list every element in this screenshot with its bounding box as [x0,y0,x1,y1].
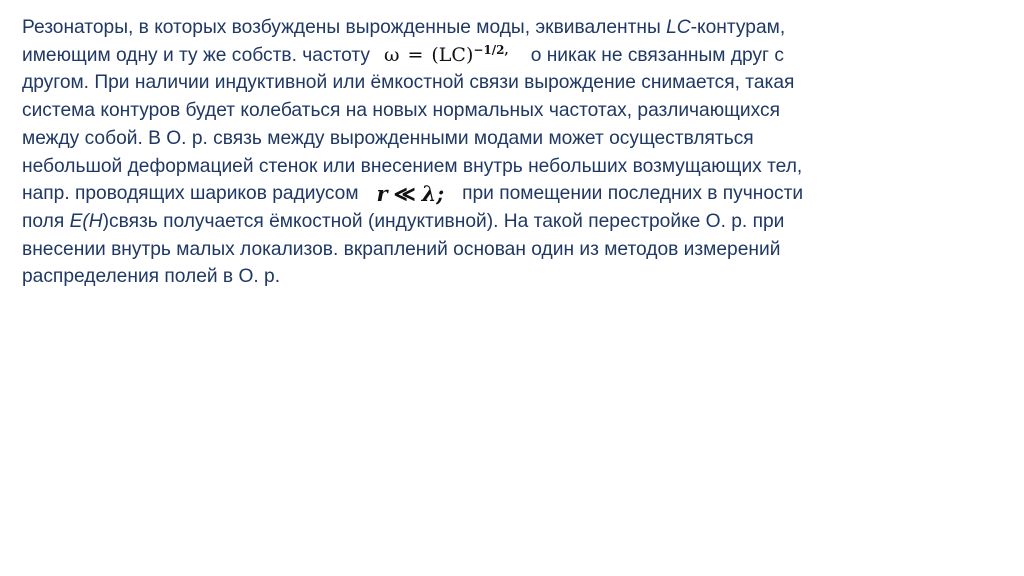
text-line: небольшой деформацией стенок или внесением внутрь небольших возмущающих тел, [22,155,803,177]
much-less-sign: ≪ [393,181,416,207]
text-segment: о никак не связанным друг с [530,44,784,66]
equals-sign: = [407,43,424,66]
radius-formula [377,180,445,207]
r-symbol: r [376,181,388,207]
text-line [22,14,1007,42]
eh-term: E(H [69,210,103,232]
text-line [22,42,1007,70]
text-segment: имеющим одну и ту же собств. частоту [22,44,370,66]
text-line: между собой. В О. р. связь между вырожденными модами может осуществляться [22,127,754,149]
text-line: система контуров будет колебаться на новых нормальных частотах, различающихся [22,100,780,122]
text-segment: при помещении последних в пучности [462,183,804,205]
text-segment: )связь получается ёмкостной (индуктивной). На такой перестройке О. р. при [102,210,785,232]
text-line: внесении внутрь малых локализов. вкраплений основан один из методов измерений [22,238,781,260]
lc-expression: (LC) [431,43,474,66]
text-line [22,208,1007,236]
frequency-formula [384,42,509,69]
text-segment: -контурам, [690,17,786,38]
text-line [22,180,1007,208]
lc-term: LC [666,17,691,38]
exponent: −1/2, [473,42,509,57]
lambda-symbol: λ; [421,181,445,207]
body-text [22,14,1007,291]
text-segment: Резонаторы, в которых возбуждены вырожденные моды, эквивалентны [22,17,667,38]
text-segment: напр. проводящих шариков радиусом [22,183,359,205]
text-line: распределения полей в О. р. [22,266,281,288]
text-segment: поля [22,210,70,232]
text-line: другом. При наличии индуктивной или ёмкостной связи вырождение снимается, такая [22,72,795,94]
omega-symbol: ω [383,43,400,66]
